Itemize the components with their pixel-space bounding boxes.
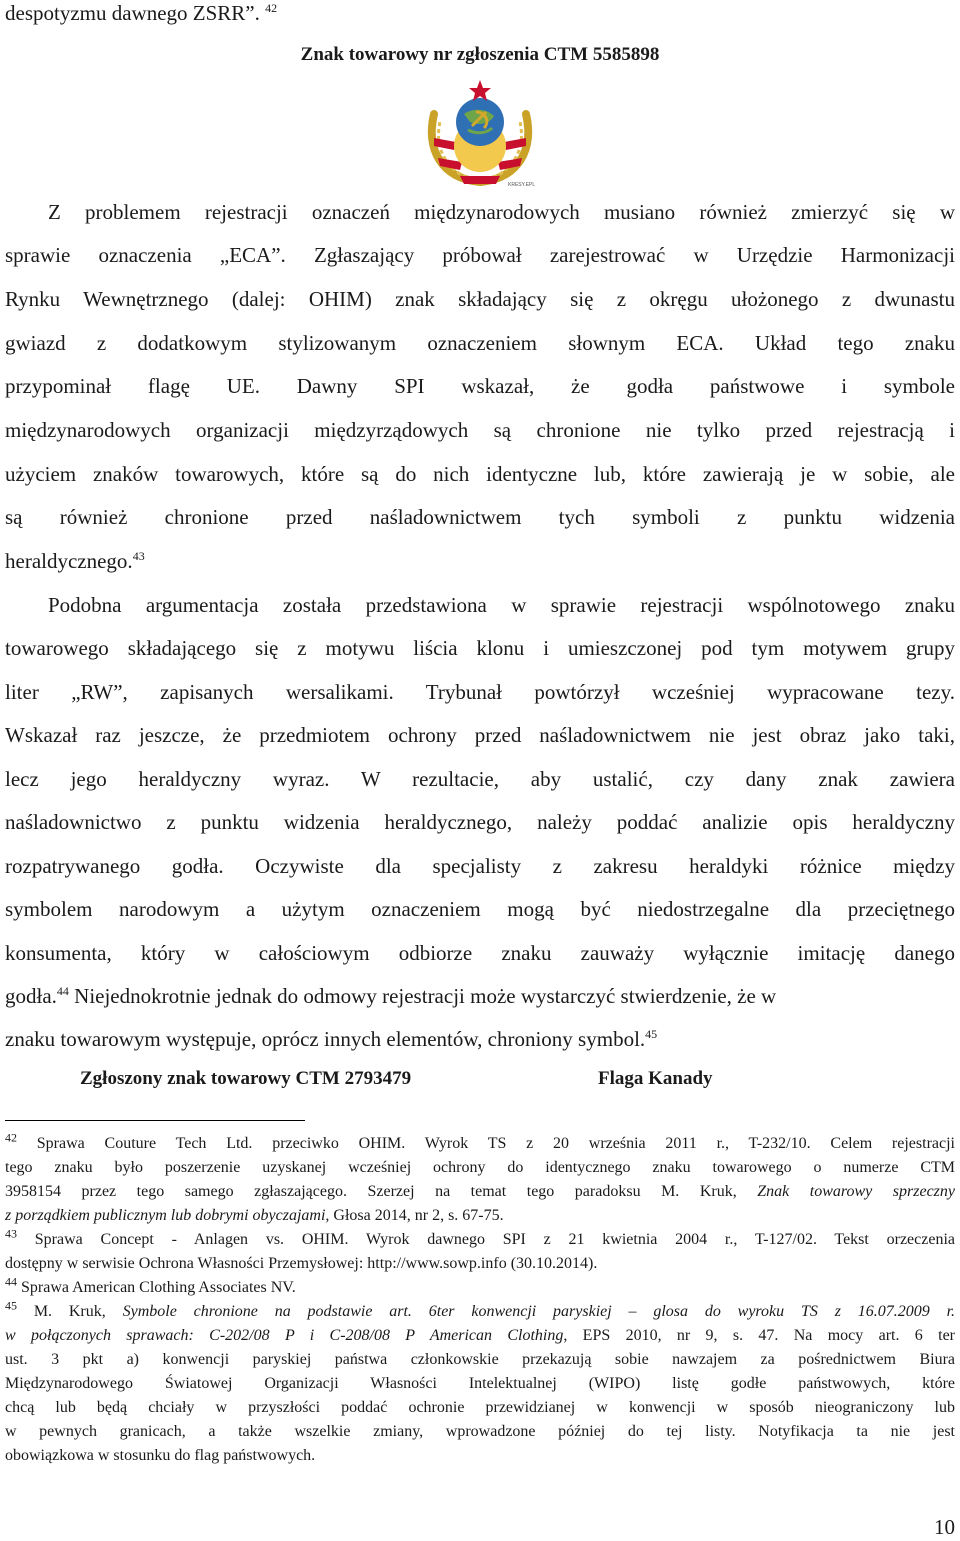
para1-line-9 [5,548,955,574]
para1-line-2: sprawie oznaczenia „ECA”. Zgłaszający próbował zarejestrować w Urzędzie Harmonizacji [5,243,955,267]
footnote-42-text-1: Sprawa Couture Tech Ltd. przeciwko OHIM. Wyrok TS z 20 września 2011 r., T-232/10. Celem rejestracji [36,1135,955,1152]
footnote-42-title-2: z porządkiem publicznym lub dobrymi obyczajami, [5,1207,330,1224]
figure2-caption-left: Zgłoszony znak towarowy CTM 2793479 [80,1068,412,1089]
para2-line10-post: Niejednokrotnie jednak do odmowy rejestracji może wystarczyć stwierdzenie, że w [68,984,777,1008]
footnote-ref-42: 42 [265,1,278,15]
footnote-45-line-7: obowiązkowa w stosunku do flag państwowych. [5,1447,316,1464]
top-line-text: despotyzmu dawnego ZSRR”. [5,1,260,25]
para1-last-text: heraldycznego. [5,549,133,573]
state-emblem-image [420,78,540,190]
footnote-45-line-6: w pewnych granicach, a także wszelkie zmiany, wprowadzone później do tej listy. Notyfikacja ta nie jest [5,1423,955,1440]
footnote-43-text-1: Sprawa Concept - Anlagen vs. OHIM. Wyrok dawnego SPI z 21 kwietnia 2004 r., T-127/02. Tekst orzeczenia [34,1231,955,1248]
figure1-caption: Znak towarowy nr zgłoszenia CTM 5585898 [300,44,660,65]
footnote-43-number: 43 [5,1230,17,1241]
footnote-42-line-3 [5,1182,955,1202]
footnote-45-line-2 [5,1326,955,1346]
para2-line-6: naśladownictwo z punktu widzenia heraldycznego, należy poddać analizie opis heraldyczny [5,810,955,834]
footnote-45-line-1 [5,1302,955,1322]
para2-line-11 [5,1026,955,1052]
para2-line10-pre: godła. [5,984,57,1008]
para2-line-4: Wskazał raz jeszcze, że przedmiotem ochrony przed naśladownictwem nie jest obraz jako taki, [5,723,955,747]
footnote-45-line-5: chcą lub będą chciały w przyszłości poddać ochronie przewidzianej w konwencji w sposób nieograniczony lub [5,1399,955,1416]
footnote-42-title-1: Znak towarowy sprzeczny [757,1183,955,1200]
para2-line-5: lecz jego heraldyczny wyraz. W rezultacie, aby ustalić, czy dany znak zawiera [5,767,955,791]
footnote-45-title-1: Symbole chronione na podstawie art. 6ter konwencji paryskiej – glosa do wyroku TS z 16.07.2009 r. [122,1303,955,1320]
para2-line-1: Podobna argumentacja została przedstawiona w sprawie rejestracji wspólnotowego znaku [48,593,955,617]
footnote-42-line-2: tego znaku było poszerzenie uzyskanej wcześniej ochrony do identycznego znaku towarowego o numerze CTM [5,1159,955,1176]
para1-line-7: użyciem znaków towarowych, które są do nich identyczne lub, które zawierają je w sobie, ale [5,462,955,486]
para2-line-3: liter „RW”, zapisanych wersalikami. Trybunał powtórzył wcześniej wypracowane tezy. [5,680,955,704]
footnote-42-number: 42 [5,1134,17,1145]
footnote-ref-43: 43 [132,549,145,563]
para1-line-6: międzynarodowych organizacji międzyrządowych są chronione nie tylko przed rejestracją i [5,418,955,442]
para2-line-9: konsumenta, który w całościowym odbiorze znaku zauważy wyłącznie imitację danego [5,941,955,965]
footnote-43-line-2: dostępny w serwisie Ochrona Własności Przemysłowej: http://www.sowp.info (30.10.2014). [5,1255,598,1272]
footnote-42-text-4: Głosa 2014, nr 2, s. 67-75. [329,1207,504,1224]
footnote-ref-45: 45 [645,1027,658,1041]
footnote-ref-44: 44 [56,984,69,998]
para1-line-1: Z problemem rejestracji oznaczeń międzynarodowych musiano również zmierzyć się w [48,200,955,224]
footnote-44-text-1: Sprawa American Clothing Associates NV. [21,1279,296,1296]
para2-line-8: symbolem narodowym a użytym oznaczeniem mogą być niedostrzegalne dla przeciętnego [5,897,955,921]
para2-line-7: rozpatrywanego godła. Oczywiste dla specjalisty z zakresu heraldyki różnice między [5,854,955,878]
para2-line-10 [5,983,955,1009]
footnote-45-number: 45 [5,1302,17,1313]
para1-line-8: są również chronione przed naśladownictwem tych symboli z punktu widzenia [5,505,955,529]
para2-line-2: towarowego składającego się z motywu liścia klonu i umieszczonej pod tym motywem grupy [5,636,955,660]
para1-line-3: Rynku Wewnętrznego (dalej: OHIM) znak składający się z okręgu ułożonego z dwunastu [5,287,955,311]
para1-line-5: przypominał flagę UE. Dawny SPI wskazał, że godła państwowe i symbole [5,374,955,398]
footnote-divider [5,1120,305,1121]
footnote-45-text-2: , EPS 2010, nr 9, s. 47. Na mocy art. 6 ter [563,1327,955,1344]
top-line [5,0,955,26]
figure2-caption-right: Flaga Kanady [598,1068,713,1089]
footnote-42-text-3: 3958154 przez tego samego zgłaszającego. Szerzej na temat tego paradoksu M. Kruk, [5,1183,758,1200]
page-number: 10 [934,1515,955,1539]
footnote-42-line-4 [5,1206,955,1226]
footnote-44-line-1 [5,1274,955,1298]
footnote-43-line-1 [5,1230,955,1250]
footnote-42-line-1 [5,1134,955,1154]
para1-line-4: gwiazd z dodatkowym stylizowanym oznaczeniem słownym ECA. Układ tego znaku [5,331,955,355]
footnote-45-line-3: ust. 3 pkt a) konwencji paryskiej państwa członkowskie przekazują sobie nawzajem za pośrednictwem Biura [5,1351,955,1368]
footnote-45-line-4: Międzynarodowego Światowej Organizacji Własności Intelektualnej (WIPO) listę godłe państwowych, które [5,1375,955,1392]
emblem-small-text: KRESY.EPL [508,182,536,188]
para2-line11-text: znaku towarowym występuje, oprócz innych elementów, chroniony symbol. [5,1027,646,1051]
footnote-45-text-1: M. Kruk, [33,1303,123,1320]
footnote-44-number: 44 [5,1274,17,1289]
footnote-45-title-2: w połączonych sprawach: C-202/08 P i C-208/08 P American Clothing [5,1327,564,1344]
